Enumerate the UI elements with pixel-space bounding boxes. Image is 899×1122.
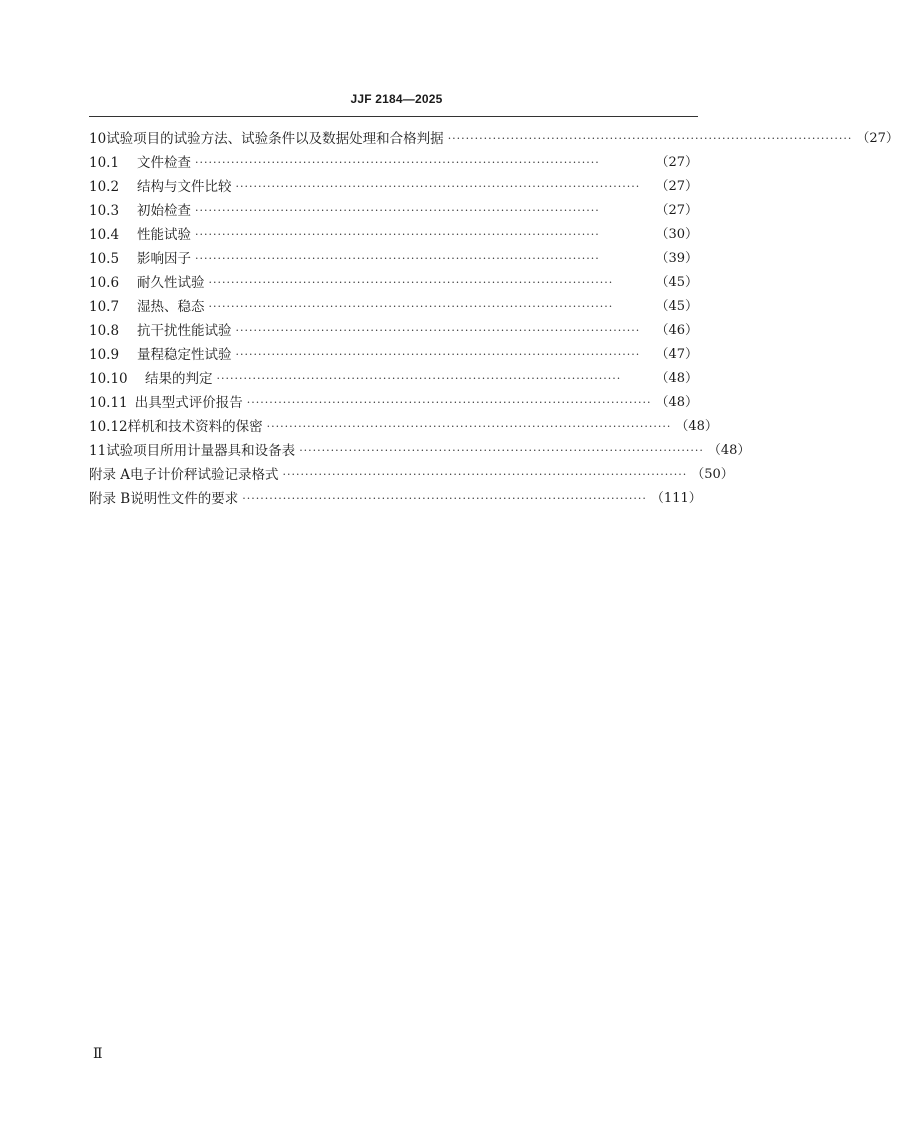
dot-leader: ·························································································· (195, 228, 600, 241)
toc-entry-title: 耐久性试验 (137, 275, 205, 291)
toc-entry-page: （27） (655, 203, 698, 218)
toc-entry-title: 电子计价秤试验记录格式 (130, 467, 279, 483)
toc-entry-number: 10.11 (89, 395, 128, 411)
toc-entry-page: （27） (655, 179, 698, 194)
toc-entry[interactable] (89, 487, 702, 511)
toc-entry-title: 量程稳定性试验 (137, 347, 232, 363)
toc-entry-number: 10.4 (89, 227, 120, 243)
toc-entry-number: 10.6 (89, 275, 120, 291)
toc-entry[interactable] (89, 247, 698, 271)
dot-leader: ·························································································· (195, 204, 600, 217)
page-number-footer: Ⅱ (93, 1046, 103, 1062)
toc-entry-page: （46） (655, 323, 698, 338)
header-rule (89, 116, 698, 117)
toc-entry-page: （27） (856, 131, 899, 146)
toc-entry-number: 10.10 (89, 371, 128, 387)
toc-entry-number: 10.3 (89, 203, 120, 219)
toc-entry-page: （45） (655, 299, 698, 314)
dot-leader: ·························································································· (242, 492, 647, 505)
toc-entry-title: 影响因子 (137, 251, 191, 267)
toc-entry-title: 样机和技术资料的保密 (127, 419, 263, 435)
toc-entry-number: 10.2 (89, 179, 120, 195)
toc-entry-page: （111） (650, 491, 702, 506)
dot-leader: ·························································································· (447, 132, 853, 145)
dot-leader: ·························································································· (195, 156, 600, 169)
dot-leader: ·························································································· (282, 468, 688, 481)
toc-entry-page: （48） (675, 419, 718, 434)
toc-entry[interactable] (89, 199, 698, 223)
toc-entry[interactable] (89, 439, 751, 463)
toc-entry-number: 10 (89, 131, 107, 147)
toc-entry-number: 11 (89, 443, 107, 459)
toc-entry[interactable] (89, 319, 698, 343)
toc-entry-number: 附录 B (89, 491, 131, 507)
toc-entry[interactable] (89, 391, 698, 415)
dot-leader: ·························································································· (195, 252, 600, 265)
toc-entry-number: 附录 A (89, 467, 131, 483)
table-of-contents (89, 127, 899, 511)
document-code-header: JJF 2184—2025 (350, 92, 443, 106)
toc-entry[interactable] (89, 127, 899, 151)
toc-entry-title: 结构与文件比较 (137, 179, 232, 195)
toc-entry-page: （27） (655, 155, 698, 170)
toc-entry-page: （30） (655, 227, 698, 242)
toc-entry-title: 试验项目的试验方法、试验条件以及数据处理和合格判据 (106, 131, 444, 147)
toc-entry[interactable] (89, 463, 734, 487)
toc-entry[interactable] (89, 175, 698, 199)
toc-entry[interactable] (89, 415, 718, 439)
dot-leader: ·························································································· (208, 300, 614, 313)
toc-entry[interactable] (89, 295, 698, 319)
dot-leader: ·························································································· (246, 396, 652, 409)
dot-leader: ·························································································· (235, 348, 641, 361)
toc-entry-title: 湿热、稳态 (137, 299, 205, 315)
toc-entry[interactable] (89, 151, 698, 175)
toc-entry[interactable] (89, 271, 698, 295)
toc-entry-title: 试验项目所用计量器具和设备表 (106, 443, 296, 459)
toc-entry-page: （47） (655, 347, 698, 362)
toc-entry-title: 结果的判定 (145, 371, 213, 387)
toc-entry-number: 10.7 (89, 299, 120, 315)
toc-entry[interactable] (89, 223, 698, 247)
toc-entry-page: （48） (655, 371, 698, 386)
toc-entry-number: 10.8 (89, 323, 120, 339)
toc-entry-title: 初始检查 (137, 203, 191, 219)
toc-entry-number: 10.5 (89, 251, 120, 267)
toc-entry-page: （45） (655, 275, 698, 290)
dot-leader: ·························································································· (235, 180, 641, 193)
toc-entry-title: 文件检查 (137, 155, 191, 171)
toc-entry-number: 10.12 (89, 419, 128, 435)
dot-leader: ·························································································· (266, 420, 672, 433)
toc-entry-page: （50） (691, 467, 734, 482)
toc-entry-page: （48） (707, 443, 751, 458)
toc-entry-title: 说明性文件的要求 (130, 491, 239, 507)
toc-entry-title: 性能试验 (137, 227, 191, 243)
toc-entry[interactable] (89, 343, 698, 367)
toc-entry-number: 10.1 (89, 155, 120, 171)
dot-leader: ·························································································· (299, 444, 704, 457)
toc-entry-page: （39） (655, 251, 698, 266)
dot-leader: ·························································································· (216, 372, 622, 385)
dot-leader: ·························································································· (235, 324, 641, 337)
toc-entry[interactable] (89, 367, 698, 391)
dot-leader: ·························································································· (208, 276, 614, 289)
toc-entry-number: 10.9 (89, 347, 120, 363)
toc-entry-page: （48） (655, 395, 698, 410)
toc-entry-title: 出具型式评价报告 (134, 395, 243, 411)
toc-entry-title: 抗干扰性能试验 (137, 323, 232, 339)
